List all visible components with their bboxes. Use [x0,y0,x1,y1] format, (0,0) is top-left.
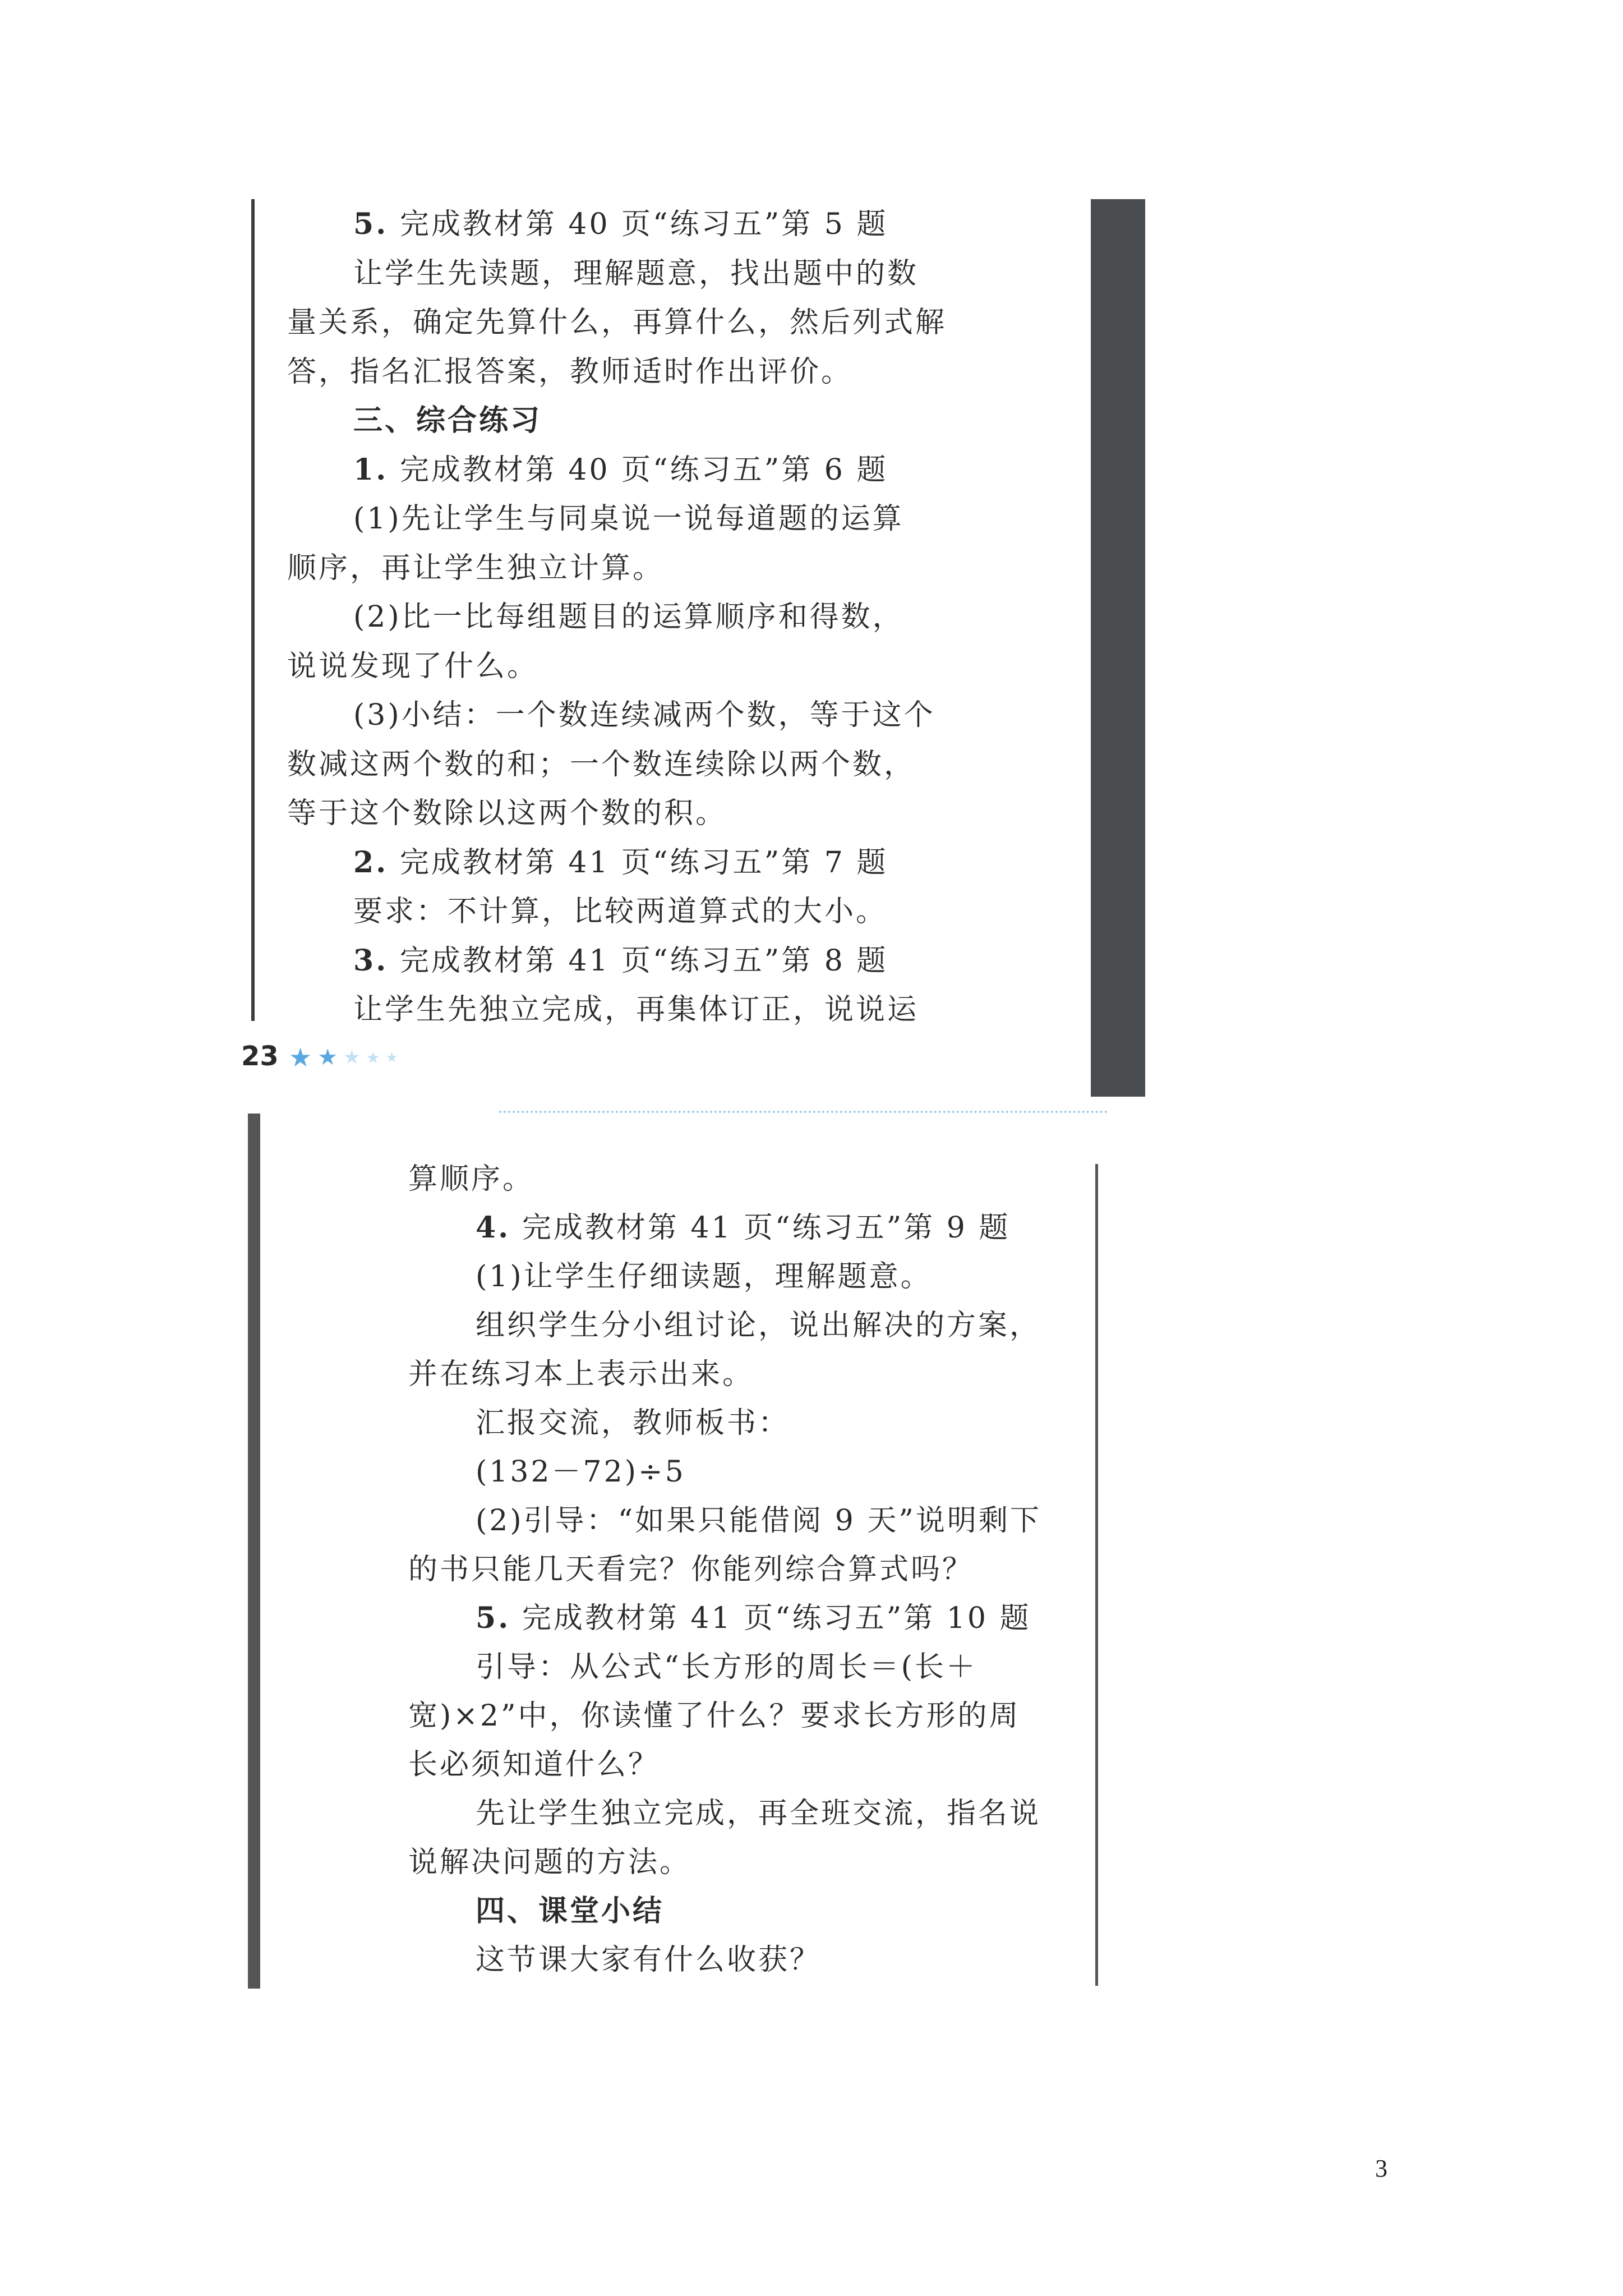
upper-sidebar-bar [1091,199,1145,1097]
line-text: 让学生先读题，理解题意，找出题中的数 [353,256,919,291]
line-text: 长必须知道什么？ [408,1748,660,1782]
upper_page-line [287,797,727,830]
star-empty-icon: ★ [385,1050,398,1065]
line-text: 完成教材第 41 页“练习五”第 10 题 [510,1602,1031,1635]
line-text: 顺序，再让学生独立计算。 [287,551,665,585]
line-text: 说解决问题的方法。 [408,1846,691,1879]
lower_page-line [476,1455,686,1489]
upper_page-line [353,698,935,732]
dotted-separator [499,1111,1108,1113]
lower_page-line [476,1797,1041,1830]
footer-page-number: 3 [1375,2155,1387,2182]
lower_page-section-heading: 四、课堂小结 [476,1894,665,1928]
upper_page-line [353,257,919,291]
star-filled-icon: ★ [317,1045,338,1070]
lower_page-line [476,1406,790,1440]
lower_page-line [408,1699,1021,1733]
lower_page-line [476,1894,664,1928]
lower_page-line [408,1748,660,1782]
lower_page-line [476,1211,1010,1245]
upper_page-section-heading: 三、综合练习 [353,404,542,438]
item-number: 2. [353,845,389,880]
line-text: 组织学生分小组讨论，说出解决的方案， [476,1309,1041,1342]
item-number: 5. [353,207,389,241]
lower_page-line [408,1553,974,1586]
upper_page-line [353,453,888,487]
item-number: 5. [476,1601,511,1635]
line-text: 要求：不计算，比较两道算式的大小。 [353,895,888,928]
upper_page-line [353,993,919,1027]
line-text: 完成教材第 40 页“练习五”第 6 题 [388,453,888,487]
item-number: 3. [353,943,389,978]
line-text: 完成教材第 41 页“练习五”第 8 题 [388,944,888,978]
lower_page-line [408,1162,534,1196]
upper_page-line [353,846,888,880]
upper_page-line [287,748,915,781]
line-text: 量关系，确定先算什么，再算什么，然后列式解 [287,306,947,339]
upper_page-line [287,650,538,683]
line-text: (132－72)÷5 [476,1455,686,1489]
line-text: 算顺序。 [408,1162,534,1196]
lower-left-rule [248,1114,260,1989]
star-empty-icon: ★ [366,1048,380,1067]
line-text: 完成教材第 41 页“练习五”第 7 题 [388,845,888,880]
upper_page-line [353,502,904,536]
star-empty-icon: ★ [343,1046,361,1069]
lower-right-rule [1095,1164,1098,1986]
line-text: 答，指名汇报答案，教师适时作出评价。 [287,355,853,389]
star-filled-icon: ★ [289,1042,312,1073]
lower_page-line [408,1358,754,1391]
line-text: 说说发现了什么。 [287,649,539,683]
upper_page-line [287,551,664,585]
lower_page-line [476,1260,932,1294]
line-text: 的书只能几天看完？你能列综合算式吗？ [408,1553,974,1586]
line-text: (1)让学生仔细读题，理解题意。 [476,1260,932,1294]
line-text: (2)比一比每组题目的运算顺序和得数， [353,600,904,634]
lower_page-line [476,1943,821,1977]
line-text: 数减这两个数的和；一个数连续除以两个数， [287,747,916,781]
line-text: 汇报交流，教师板书： [476,1406,790,1440]
line-text: 先让学生独立完成，再全班交流，指名说 [476,1797,1041,1830]
line-text: 这节课大家有什么收获？ [476,1943,822,1977]
line-text: 宽)×2”中，你读懂了什么？要求长方形的周 [408,1699,1021,1733]
upper_page-line [353,404,542,438]
line-text: (1)先让学生与同桌说一说每道题的运算 [353,502,904,536]
upper_page-line [287,355,852,389]
upper-page-number: 23 [241,1041,279,1072]
line-text: 完成教材第 40 页“练习五”第 5 题 [388,208,888,241]
line-text: (3)小结：一个数连续减两个数，等于这个 [353,698,935,732]
line-text: 完成教材第 41 页“练习五”第 9 题 [510,1211,1011,1245]
line-text: 引导：从公式“长方形的周长＝(长＋ [476,1650,978,1684]
upper_page-line [353,895,887,928]
line-text: (2)引导：“如果只能借阅 9 天”说明剩下 [476,1504,1041,1538]
difficulty-stars [289,1042,398,1073]
item-number: 1. [353,452,389,487]
lower_page-line [476,1309,1041,1342]
lower_page-line [476,1504,1041,1538]
item-number: 4. [476,1211,511,1245]
line-text: 并在练习本上表示出来。 [408,1358,754,1391]
upper_page-line [353,208,888,241]
upper_page-line [353,944,888,978]
upper-left-rule [251,199,255,1021]
upper_page-line [287,306,947,339]
line-text: 让学生先独立完成，再集体订正，说说运 [353,993,919,1027]
line-text: 等于这个数除以这两个数的积。 [287,797,727,830]
lower_page-line [476,1650,978,1684]
lower_page-line [476,1602,1031,1635]
lower_page-line [408,1846,691,1879]
upper_page-line [353,600,904,634]
